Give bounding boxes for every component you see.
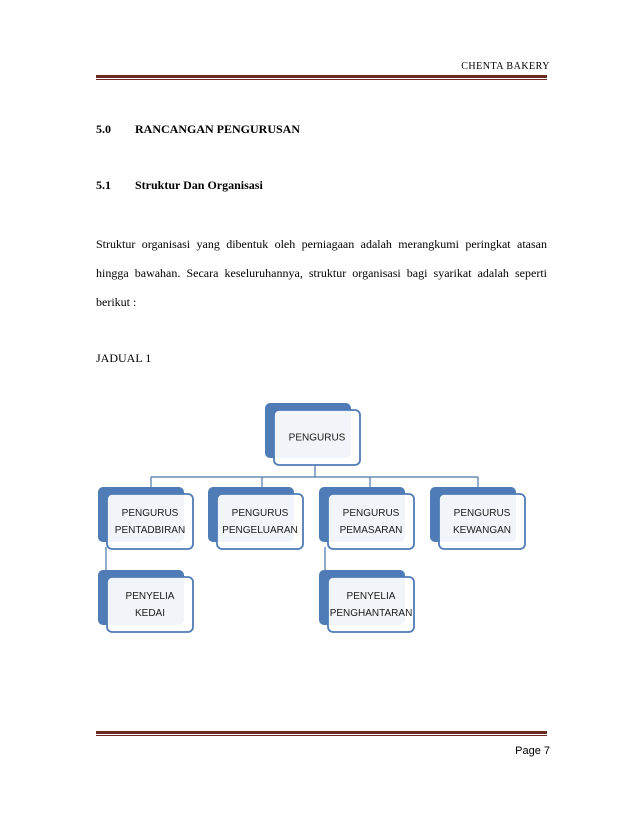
org-box-label: PENGHANTARAN xyxy=(329,608,413,619)
section-title: RANCANGAN PENGURUSAN xyxy=(135,122,300,136)
org-box-label: PENTADBIRAN xyxy=(114,525,186,536)
section-number: 5.0 xyxy=(96,122,111,136)
org-box-label: PENGURUS xyxy=(453,508,511,519)
org-box-front xyxy=(107,577,193,632)
footer-rule xyxy=(96,731,547,736)
org-box-front xyxy=(439,494,525,549)
org-box-label: PENYELIA xyxy=(346,591,396,602)
org-box-label: PENGURUS xyxy=(288,432,346,444)
org-box-label: PENYELIA xyxy=(125,591,175,602)
org-box-pengurus-pemasaran xyxy=(319,487,414,549)
org-box-penyelia-kedai xyxy=(98,570,193,632)
table-label: JADUAL 1 xyxy=(96,351,152,365)
page-number: Page 7 xyxy=(515,745,550,757)
org-box-pengurus-kewangan xyxy=(430,487,525,549)
org-box-label: PENGURUS xyxy=(231,508,289,519)
body-paragraph: Struktur organisasi yang dibentuk oleh perniagaan adalah merangkumi peringkat atasan hingga bawahan. Secara keseluruhannya, struktur organisasi bagi syarikat adalah seperti berikut : xyxy=(96,237,547,309)
org-box-front xyxy=(107,494,193,549)
org-box-pengurus-pentadbiran xyxy=(98,487,193,549)
org-box-label: PENGURUS xyxy=(342,508,400,519)
subsection-title: Struktur Dan Organisasi xyxy=(135,178,263,192)
org-box-label: KEWANGAN xyxy=(453,525,511,536)
org-box-front xyxy=(328,494,414,549)
org-box-front xyxy=(328,577,414,632)
subsection-number: 5.1 xyxy=(96,178,111,192)
org-box-front xyxy=(217,494,303,549)
org-box-label: PENGELUARAN xyxy=(222,525,298,536)
org-box-label: PENGURUS xyxy=(121,508,179,519)
org-box-label: PEMASARAN xyxy=(339,525,403,536)
org-box-label: KEDAI xyxy=(134,608,166,619)
running-header: CHENTA BAKERY xyxy=(461,61,550,72)
org-box-pengurus-pengeluaran xyxy=(208,487,303,549)
org-box-pengurus xyxy=(265,403,360,465)
org-box-penyelia-penghantaran xyxy=(319,570,414,632)
